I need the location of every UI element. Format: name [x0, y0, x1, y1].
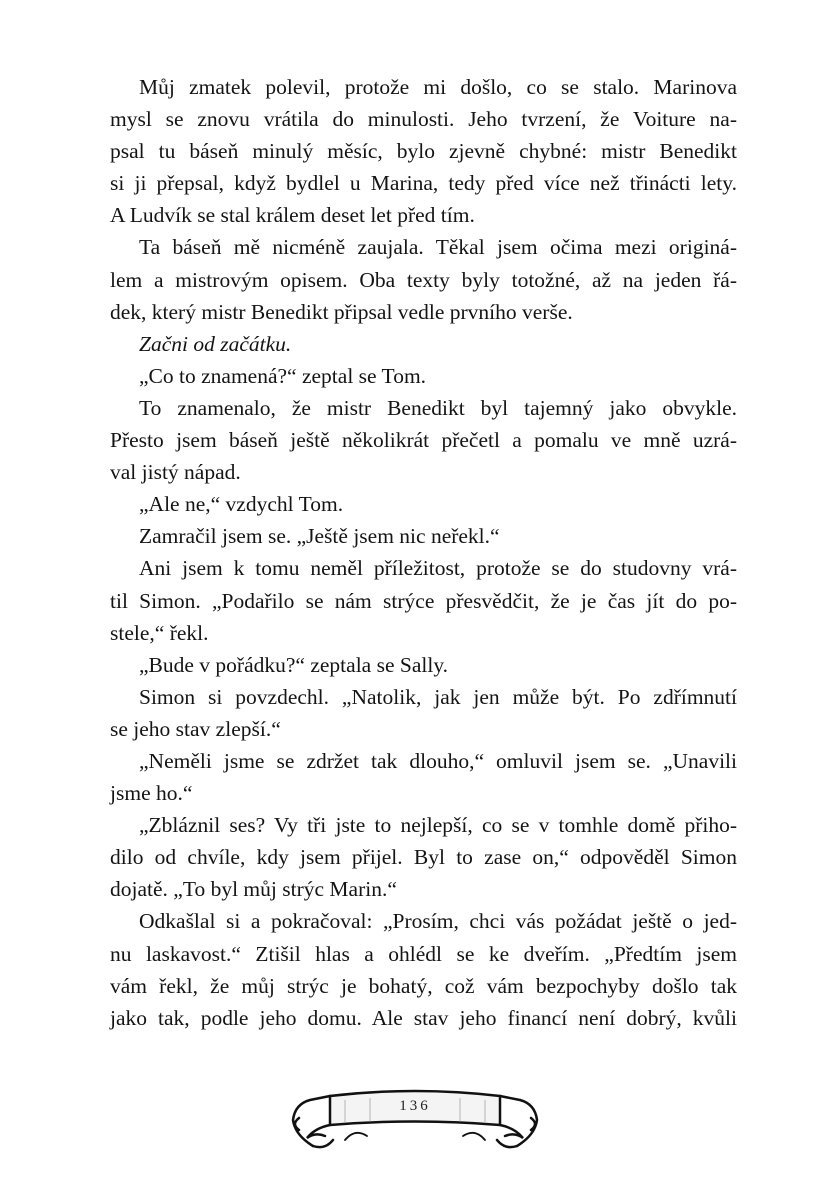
- text-line: stele,“ řekl.: [110, 620, 209, 645]
- body-text: [110, 71, 737, 1034]
- text-line: Zamračil jsem se. „Ještě jsem nic neřekl.“: [139, 524, 500, 549]
- text-line: „Zbláznil ses? Vy tři jste to nejlepší, co se v tomhle domě přiho-: [139, 813, 737, 838]
- text-line: „Bude v pořádku?“ zeptala se Sally.: [139, 652, 449, 677]
- text-line: To znamenalo, že mistr Benedikt byl tajemný jako obvykle.: [139, 395, 737, 420]
- text-line: dek, který mistr Benedikt připsal vedle prvního verše.: [110, 299, 573, 324]
- text-line: til Simon. „Podařilo se nám strýce přesvědčit, že je čas jít do po-: [110, 588, 737, 613]
- text-line: nu laskavost.“ Ztišil hlas a ohlédl se ke dveřím. „Předtím jsem: [110, 941, 737, 966]
- text-line: „Co to znamená?“ zeptal se Tom.: [139, 363, 427, 388]
- text-line: mysl se znovu vrátila do minulosti. Jeho tvrzení, že Voiture na-: [110, 107, 737, 132]
- text-line: si ji přepsal, když bydlel u Marina, tedy před více než třinácti lety.: [110, 171, 737, 196]
- text-line: psal tu báseň minulý měsíc, bylo zjevně chybné: mistr Benedikt: [110, 139, 737, 164]
- text-line: Začni od začátku.: [139, 331, 292, 356]
- page-number: 136: [399, 1098, 431, 1114]
- text-line: vám řekl, že můj strýc je bohatý, což vám bezpochyby došlo tak: [110, 973, 737, 998]
- page-footer: [285, 1080, 545, 1160]
- text-line: jsme ho.“: [110, 781, 193, 806]
- text-line: Přesto jsem báseň ještě několikrát přečetl a pomalu ve mně uzrá-: [110, 428, 737, 453]
- text-line: dojatě. „To byl můj strýc Marin.“: [110, 877, 397, 902]
- text-line: jako tak, podle jeho domu. Ale stav jeho financí není dobrý, kvůli: [110, 1005, 737, 1030]
- text-line: Můj zmatek polevil, protože mi došlo, co se stalo. Marinova: [139, 75, 737, 99]
- text-line: A Ludvík se stal králem deset let před tím.: [110, 203, 475, 228]
- text-line: Odkašlal si a pokračoval: „Prosím, chci vás požádat ještě o jed-: [139, 909, 737, 934]
- text-line: se jeho stav zlepší.“: [110, 716, 281, 741]
- text-line: dilo od chvíle, kdy jsem přijel. Byl to zase on,“ odpověděl Simon: [110, 845, 737, 870]
- text-line: Ani jsem k tomu neměl příležitost, protože se do studovny vrá-: [139, 556, 737, 581]
- scroll-banner-icon: [285, 1080, 545, 1160]
- text-line: „Ale ne,“ vzdychl Tom.: [139, 492, 344, 517]
- text-line: val jistý nápad.: [110, 460, 241, 485]
- text-line: lem a mistrovým opisem. Oba texty byly totožné, až na jeden řá-: [110, 267, 737, 292]
- text-line: Simon si povzdechl. „Natolik, jak jen může být. Po zdřímnutí: [139, 684, 737, 709]
- text-line: „Neměli jsme se zdržet tak dlouho,“ omluvil jsem se. „Unavili: [139, 748, 737, 773]
- text-line: Ta báseň mě nicméně zaujala. Těkal jsem očima mezi originá-: [139, 235, 737, 260]
